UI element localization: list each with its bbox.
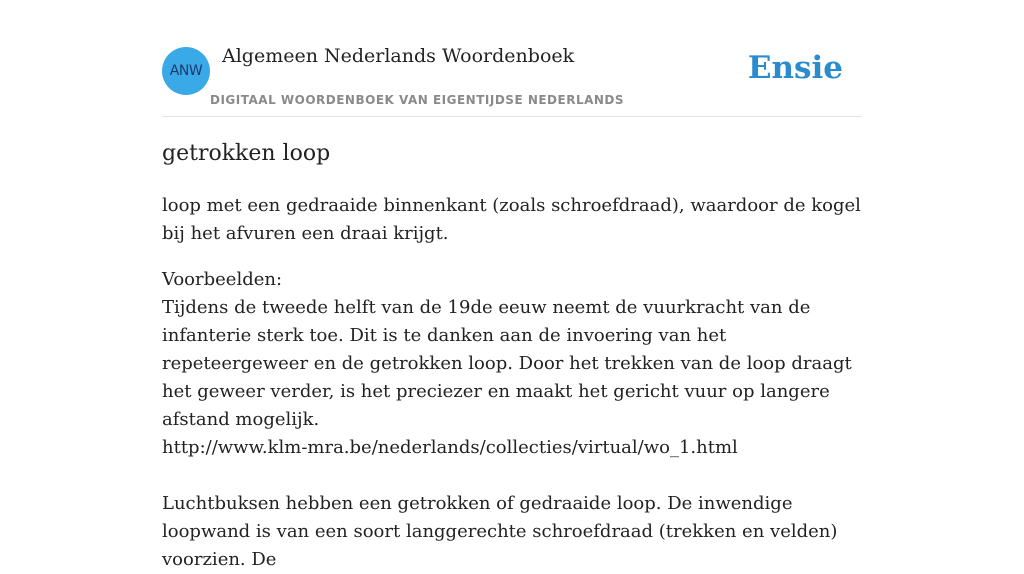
example-source-link[interactable]: http://www.klm-mra.be/nederlands/collecties/virtual/wo_1.html: [162, 437, 738, 458]
site-header: [162, 0, 862, 117]
entry-content: [162, 138, 862, 574]
examples-label: Voorbeelden:: [162, 269, 283, 290]
site-subtitle: DIGITAAL WOORDENBOEK VAN EIGENTIJDSE NEDERLANDS: [210, 93, 625, 107]
example-text: Tijdens de tweede helft van de 19de eeuw neemt de vuurkracht van de infanterie sterk toe. Dit is te danken aan de invoering van het repeteergeweer en de getrokken loop. Door het trekken van de loop draagt het geweer verder, is het preciezer en maakt het gericht vuur op langere afstand mogelijk.: [162, 297, 852, 430]
example-text: Luchtbuksen hebben een getrokken of gedraaide loop. De inwendige loopwand is van een soort langgerechte schroefdraad (trekken en velden) voorzien. De: [162, 493, 838, 570]
entry-definition: loop met een gedraaide binnenkant (zoals schroefdraad), waardoor de kogel bij het afvuren een draai krijgt.: [162, 195, 861, 244]
ensie-logo[interactable]: Ensie: [747, 50, 843, 86]
examples-section: [162, 266, 862, 574]
entry-headword: getrokken loop: [162, 141, 331, 166]
anw-logo[interactable]: ANW: [162, 47, 210, 95]
site-name[interactable]: Algemeen Nederlands Woordenboek: [222, 45, 575, 67]
example-spacer: [162, 462, 862, 490]
